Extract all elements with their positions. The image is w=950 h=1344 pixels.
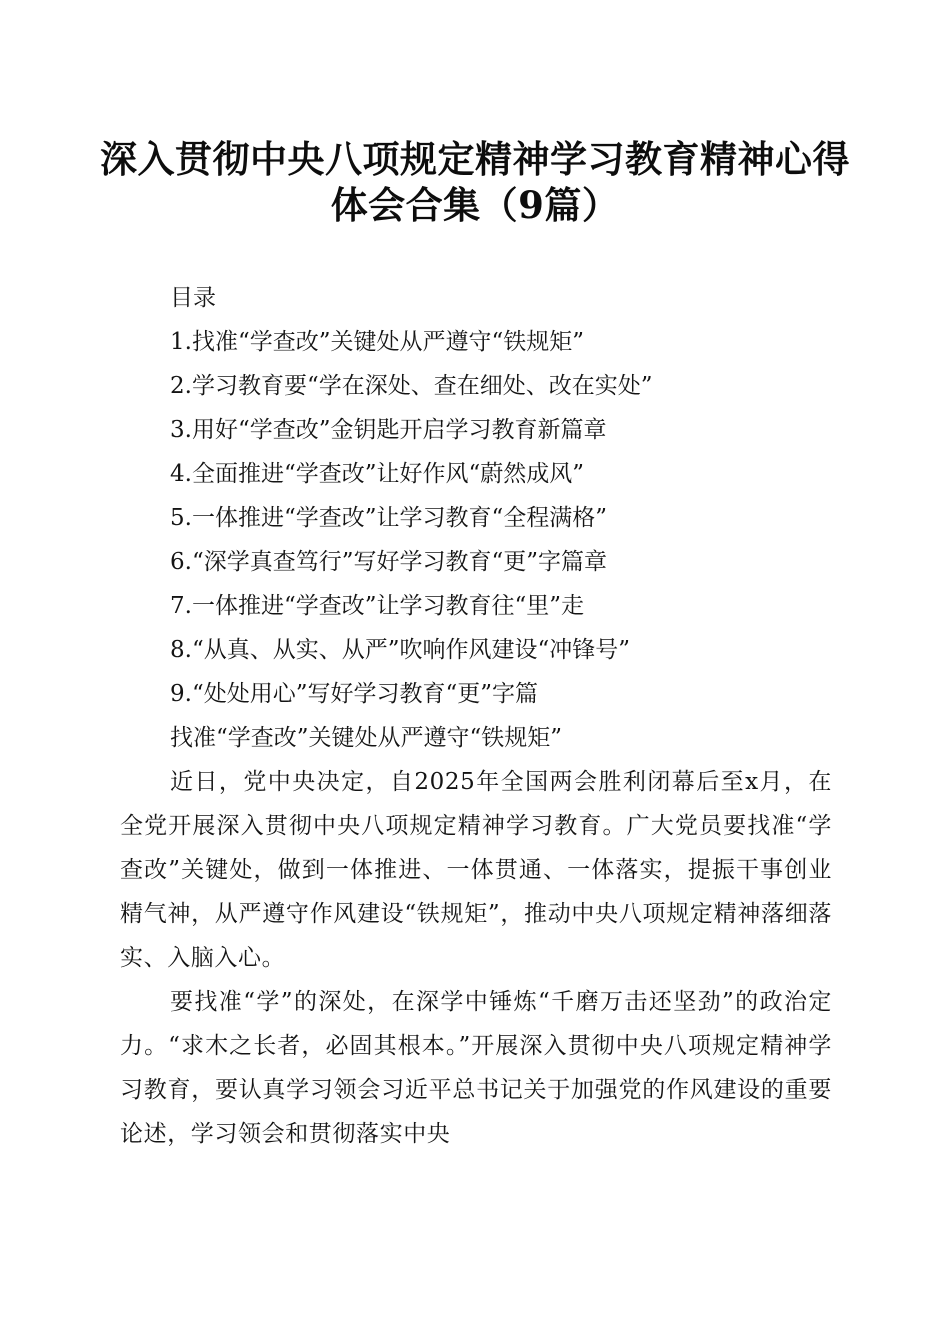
body-paragraph-1: 近日，党中央决定，自2025年全国两会胜利闭幕后至x月，在全党开展深入贯彻中央八项规定精神学习教育。广大党员要找准“学查改”关键处，做到一体推进、一体贯通、一体落实，提振干事创业精气神，从严遵守作风建设“铁规矩”，推动中央八项规定精神落细落实、入脑入心。 bbox=[120, 769, 832, 971]
document-title bbox=[100, 136, 850, 228]
toc-item-9: 9.“处处用心”写好学习教育“更”字篇 bbox=[170, 681, 538, 707]
toc-item-8: 8.“从真、从实、从严”吹响作风建设“冲锋号” bbox=[170, 637, 630, 663]
toc-item-5: 5.一体推进“学查改”让学习教育“全程满格” bbox=[170, 505, 607, 531]
toc-item-2: 2.学习教育要“学在深处、查在细处、改在实处” bbox=[170, 373, 653, 399]
table-of-contents bbox=[120, 320, 832, 716]
toc-item-7: 7.一体推进“学查改”让学习教育往“里”走 bbox=[170, 593, 584, 619]
toc-item-4: 4.全面推进“学查改”让好作风“蔚然成风” bbox=[170, 461, 584, 487]
title-line-2: 体会合集（9篇） bbox=[330, 183, 620, 227]
document-body bbox=[120, 276, 832, 1156]
toc-item-3: 3.用好“学查改”金钥匙开启学习教育新篇章 bbox=[170, 417, 607, 443]
toc-item-6: 6.“深学真查笃行”写好学习教育“更”字篇章 bbox=[170, 549, 607, 575]
body-paragraph-2: 要找准“学”的深处，在深学中锤炼“千磨万击还坚劲”的政治定力。“求木之长者，必固其根本。”开展深入贯彻中央八项规定精神学习教育，要认真学习领会习近平总书记关于加强党的作风建设的重要论述，学习领会和贯彻落实中央 bbox=[120, 989, 832, 1147]
section-heading: 找准“学查改”关键处从严遵守“铁规矩” bbox=[170, 725, 563, 751]
toc-heading: 目录 bbox=[170, 285, 216, 311]
title-line-1: 深入贯彻中央八项规定精神学习教育精神心得 bbox=[100, 137, 850, 181]
toc-item-1: 1.找准“学查改”关键处从严遵守“铁规矩” bbox=[170, 329, 584, 355]
